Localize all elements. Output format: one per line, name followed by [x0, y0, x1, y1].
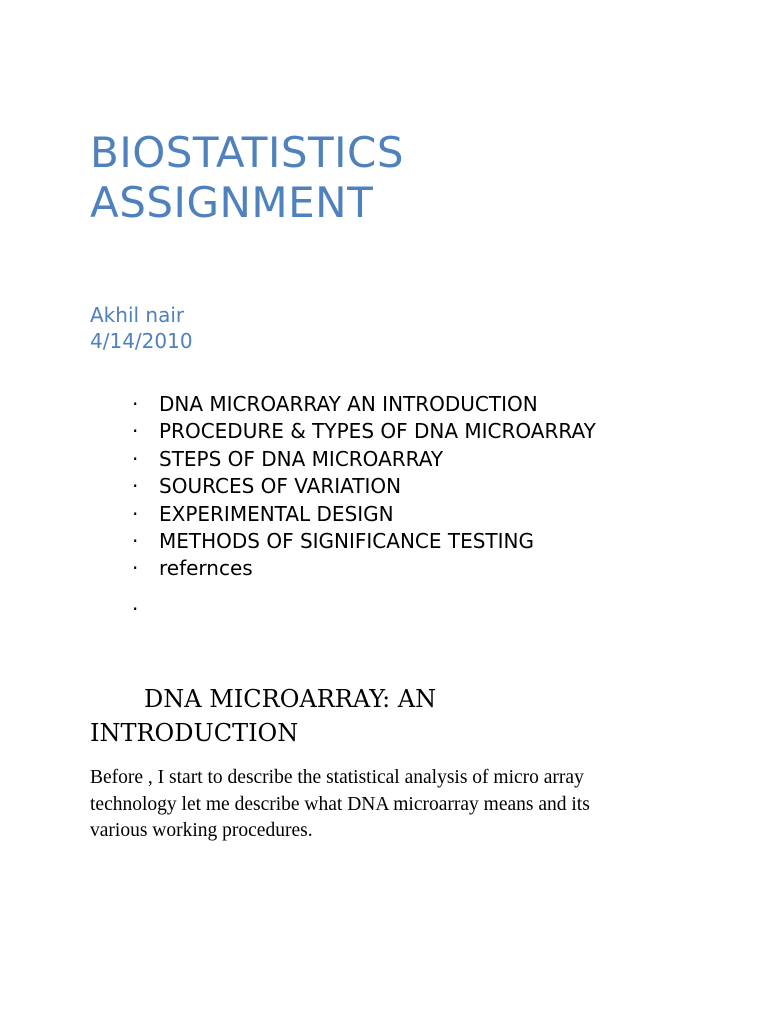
toc-item [132, 473, 596, 500]
document-title [90, 128, 404, 228]
toc-item [132, 418, 596, 445]
toc-item [132, 501, 596, 528]
toc-item [132, 555, 596, 582]
bullet-icon: · [132, 392, 139, 416]
toc-item-label: STEPS OF DNA MICROARRAY [159, 446, 444, 471]
section-heading: DNA MICROARRAY: AN INTRODUCTION [90, 685, 437, 747]
toc-item-label: METHODS OF SIGNIFICANCE TESTING [159, 529, 534, 554]
title-line-1: BIOSTATISTICS [90, 128, 405, 177]
document-date: 4/14/2010 [90, 329, 193, 353]
bullet-icon: · [132, 556, 139, 581]
bullet-icon: · [132, 446, 139, 471]
toc-item [132, 446, 596, 473]
bullet-icon: · [132, 529, 139, 554]
author-name: Akhil nair [90, 303, 185, 327]
title-line-2: ASSIGNMENT [90, 178, 374, 227]
toc-item-label: DNA MICROARRAY AN INTRODUCTION [159, 392, 538, 416]
empty-bullet-icon: · [132, 597, 139, 621]
toc-item [132, 528, 596, 555]
toc-item-label: SOURCES OF VARIATION [159, 474, 402, 499]
toc-item-label: refernces [159, 556, 253, 581]
intro-paragraph: Before , I start to describe the statistical analysis of micro array technology let me describe what DNA microarray means and its various working procedures. [90, 767, 590, 841]
document-meta [90, 302, 193, 354]
bullet-icon: · [132, 419, 139, 444]
table-of-contents [132, 391, 596, 583]
toc-item-label: EXPERIMENTAL DESIGN [159, 501, 394, 526]
bullet-icon: · [132, 501, 139, 526]
toc-item [132, 391, 596, 418]
toc-item-label: PROCEDURE & TYPES OF DNA MICROARRAY [159, 419, 596, 444]
bullet-icon: · [132, 474, 139, 499]
